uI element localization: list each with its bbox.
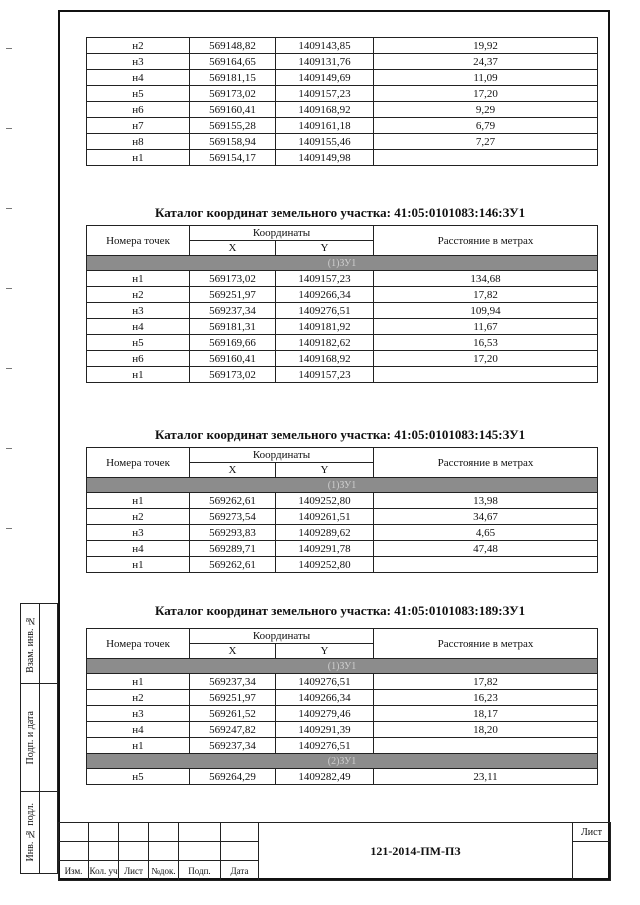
header-y: Y xyxy=(276,463,374,478)
header-x: X xyxy=(190,241,276,256)
y-cell: 1409252,80 xyxy=(276,493,374,509)
catalog-title-145: Каталог координат земельного участка: 41:05:0101083:145:ЗУ1 xyxy=(155,427,526,442)
y-cell: 1409266,34 xyxy=(276,690,374,706)
header-points: Номера точек xyxy=(87,226,190,256)
y-cell: 1409168,92 xyxy=(276,102,374,118)
table-row xyxy=(87,706,598,722)
header-y: Y xyxy=(276,644,374,659)
x-cell: 569237,34 xyxy=(190,303,276,319)
x-cell: 569173,02 xyxy=(190,367,276,383)
y-cell: 1409168,92 xyxy=(276,351,374,367)
distance-cell: 34,67 xyxy=(374,509,598,525)
title-block xyxy=(58,822,611,881)
point-cell: н3 xyxy=(87,525,190,541)
sheet-label: Лист xyxy=(573,823,611,842)
table-row xyxy=(87,54,598,70)
edge-mark xyxy=(6,448,12,449)
side-label-cell xyxy=(21,604,40,684)
y-cell: 1409157,23 xyxy=(276,367,374,383)
header-x: X xyxy=(190,644,276,659)
table-row xyxy=(87,118,598,134)
point-cell: н5 xyxy=(87,86,190,102)
header-coords: Координаты xyxy=(190,629,374,644)
side-label-vzam: Взам. инв. № xyxy=(24,614,36,673)
y-cell: 1409291,78 xyxy=(276,541,374,557)
distance-cell: 13,98 xyxy=(374,493,598,509)
x-cell: 569273,54 xyxy=(190,509,276,525)
x-cell: 569237,34 xyxy=(190,738,276,754)
point-cell: н2 xyxy=(87,287,190,303)
side-value-cell xyxy=(40,792,58,874)
table-row xyxy=(87,509,598,525)
x-cell: 569181,15 xyxy=(190,70,276,86)
header-distance: Расстояние в метрах xyxy=(374,226,598,256)
y-cell: 1409276,51 xyxy=(276,738,374,754)
table-row xyxy=(87,38,598,54)
x-cell: 569262,61 xyxy=(190,557,276,573)
point-cell: н1 xyxy=(87,150,190,166)
contour-band xyxy=(87,754,598,769)
stamp-cell xyxy=(89,823,119,842)
side-label-cell xyxy=(21,684,40,792)
side-label-inv: Инв. № подл. xyxy=(24,803,36,862)
x-cell: 569261,52 xyxy=(190,706,276,722)
stamp-kol: Кол. уч xyxy=(89,861,119,881)
edge-mark xyxy=(6,128,12,129)
header-points: Номера точек xyxy=(87,448,190,478)
point-cell: н8 xyxy=(87,134,190,150)
distance-cell: 17,20 xyxy=(374,351,598,367)
header-points: Номера точек xyxy=(87,629,190,659)
contour-label: (2)ЗУ1 xyxy=(327,756,357,767)
header-y: Y xyxy=(276,241,374,256)
y-cell: 1409157,23 xyxy=(276,271,374,287)
distance-cell: 7,27 xyxy=(374,134,598,150)
distance-cell xyxy=(374,367,598,383)
distance-cell: 16,53 xyxy=(374,335,598,351)
side-label-cell xyxy=(21,792,40,874)
distance-cell: 11,67 xyxy=(374,319,598,335)
stamp-cell xyxy=(119,842,149,861)
distance-cell xyxy=(374,150,598,166)
y-cell: 1409181,92 xyxy=(276,319,374,335)
distance-cell: 17,20 xyxy=(374,86,598,102)
header-coords: Координаты xyxy=(190,226,374,241)
distance-cell: 19,92 xyxy=(374,38,598,54)
point-cell: н3 xyxy=(87,54,190,70)
distance-cell: 47,48 xyxy=(374,541,598,557)
y-cell: 1409157,23 xyxy=(276,86,374,102)
coords-table-189 xyxy=(86,628,598,785)
distance-cell: 6,79 xyxy=(374,118,598,134)
y-cell: 1409291,39 xyxy=(276,722,374,738)
table-row xyxy=(87,271,598,287)
header-distance: Расстояние в метрах xyxy=(374,629,598,659)
table-row xyxy=(87,351,598,367)
x-cell: 569251,97 xyxy=(190,287,276,303)
stamp-list: Лист xyxy=(119,861,149,881)
x-cell: 569155,28 xyxy=(190,118,276,134)
distance-cell: 4,65 xyxy=(374,525,598,541)
point-cell: н2 xyxy=(87,690,190,706)
coords-table-145 xyxy=(86,447,598,573)
y-cell: 1409149,69 xyxy=(276,70,374,86)
table-row xyxy=(87,70,598,86)
table-row xyxy=(87,493,598,509)
stamp-cell xyxy=(179,823,221,842)
x-cell: 569264,29 xyxy=(190,769,276,785)
point-cell: н4 xyxy=(87,541,190,557)
table-row xyxy=(87,303,598,319)
side-value-cell xyxy=(40,684,58,792)
table-row xyxy=(87,541,598,557)
table-row xyxy=(87,525,598,541)
table-row xyxy=(87,722,598,738)
distance-cell: 109,94 xyxy=(374,303,598,319)
x-cell: 569173,02 xyxy=(190,86,276,102)
y-cell: 1409289,62 xyxy=(276,525,374,541)
edge-mark xyxy=(6,288,12,289)
header-distance: Расстояние в метрах xyxy=(374,448,598,478)
table-row xyxy=(87,674,598,690)
catalog-title-146: Каталог координат земельного участка: 41:05:0101083:146:ЗУ1 xyxy=(155,205,526,220)
y-cell: 1409161,18 xyxy=(276,118,374,134)
y-cell: 1409266,34 xyxy=(276,287,374,303)
edge-mark xyxy=(6,208,12,209)
y-cell: 1409276,51 xyxy=(276,303,374,319)
stamp-cell xyxy=(119,823,149,842)
distance-cell xyxy=(374,557,598,573)
stamp-podp: Подп. xyxy=(179,861,221,881)
point-cell: н3 xyxy=(87,303,190,319)
point-cell: н5 xyxy=(87,335,190,351)
coords-table-146 xyxy=(86,225,598,383)
distance-cell: 24,37 xyxy=(374,54,598,70)
y-cell: 1409155,46 xyxy=(276,134,374,150)
x-cell: 569293,83 xyxy=(190,525,276,541)
x-cell: 569169,66 xyxy=(190,335,276,351)
point-cell: н1 xyxy=(87,271,190,287)
table-row xyxy=(87,150,598,166)
y-cell: 1409261,51 xyxy=(276,509,374,525)
stamp-izm: Изм. xyxy=(59,861,89,881)
x-cell: 569237,34 xyxy=(190,674,276,690)
y-cell: 1409149,98 xyxy=(276,150,374,166)
distance-cell: 18,17 xyxy=(374,706,598,722)
y-cell: 1409143,85 xyxy=(276,38,374,54)
x-cell: 569148,82 xyxy=(190,38,276,54)
contour-label: (1)ЗУ1 xyxy=(327,480,357,491)
point-cell: н4 xyxy=(87,70,190,86)
table-row xyxy=(87,134,598,150)
stamp-cell xyxy=(149,823,179,842)
table-row xyxy=(87,335,598,351)
point-cell: н1 xyxy=(87,367,190,383)
table-row xyxy=(87,769,598,785)
distance-cell: 17,82 xyxy=(374,287,598,303)
distance-cell: 18,20 xyxy=(374,722,598,738)
distance-cell: 17,82 xyxy=(374,674,598,690)
table-row xyxy=(87,738,598,754)
side-label-podp: Подп. и дата xyxy=(24,710,36,765)
point-cell: н6 xyxy=(87,351,190,367)
point-cell: н3 xyxy=(87,706,190,722)
coords-table-1 xyxy=(86,37,598,166)
distance-cell: 16,23 xyxy=(374,690,598,706)
contour-band xyxy=(87,256,598,271)
table-row xyxy=(87,102,598,118)
contour-band xyxy=(87,659,598,674)
document-code-text: 121-2014-ПМ-ПЗ xyxy=(370,844,461,858)
x-cell: 569160,41 xyxy=(190,102,276,118)
point-cell: н7 xyxy=(87,118,190,134)
stamp-cell xyxy=(221,842,259,861)
edge-mark xyxy=(6,48,12,49)
y-cell: 1409279,46 xyxy=(276,706,374,722)
point-cell: н4 xyxy=(87,319,190,335)
table-row xyxy=(87,86,598,102)
table-row xyxy=(87,367,598,383)
distance-cell: 11,09 xyxy=(374,70,598,86)
stamp-cell xyxy=(59,823,89,842)
x-cell: 569154,17 xyxy=(190,150,276,166)
y-cell: 1409252,80 xyxy=(276,557,374,573)
y-cell: 1409276,51 xyxy=(276,674,374,690)
y-cell: 1409131,76 xyxy=(276,54,374,70)
x-cell: 569251,97 xyxy=(190,690,276,706)
stamp-cell xyxy=(59,842,89,861)
x-cell: 569289,71 xyxy=(190,541,276,557)
x-cell: 569247,82 xyxy=(190,722,276,738)
table-row xyxy=(87,319,598,335)
document-code xyxy=(259,823,573,881)
header-x: X xyxy=(190,463,276,478)
point-cell: н6 xyxy=(87,102,190,118)
point-cell: н4 xyxy=(87,722,190,738)
y-cell: 1409182,62 xyxy=(276,335,374,351)
stamp-cell xyxy=(89,842,119,861)
stamp-cell xyxy=(221,823,259,842)
x-cell: 569164,65 xyxy=(190,54,276,70)
x-cell: 569160,41 xyxy=(190,351,276,367)
stamp-ndok: №док. xyxy=(149,861,179,881)
distance-cell xyxy=(374,738,598,754)
stamp-data: Дата xyxy=(221,861,259,881)
table-row xyxy=(87,690,598,706)
point-cell: н1 xyxy=(87,493,190,509)
x-cell: 569181,31 xyxy=(190,319,276,335)
x-cell: 569173,02 xyxy=(190,271,276,287)
point-cell: н2 xyxy=(87,509,190,525)
header-coords: Координаты xyxy=(190,448,374,463)
distance-cell: 134,68 xyxy=(374,271,598,287)
distance-cell: 9,29 xyxy=(374,102,598,118)
x-cell: 569262,61 xyxy=(190,493,276,509)
y-cell: 1409282,49 xyxy=(276,769,374,785)
stamp-cell xyxy=(179,842,221,861)
edge-mark xyxy=(6,528,12,529)
side-binding-table xyxy=(20,603,58,874)
catalog-title-189: Каталог координат земельного участка: 41:05:0101083:189:ЗУ1 xyxy=(155,603,526,618)
point-cell: н2 xyxy=(87,38,190,54)
contour-label: (1)ЗУ1 xyxy=(327,258,357,269)
point-cell: н1 xyxy=(87,738,190,754)
distance-cell: 23,11 xyxy=(374,769,598,785)
x-cell: 569158,94 xyxy=(190,134,276,150)
sheet-number xyxy=(573,842,611,881)
table-row xyxy=(87,557,598,573)
contour-label: (1)ЗУ1 xyxy=(327,661,357,672)
side-value-cell xyxy=(40,604,58,684)
edge-mark xyxy=(6,368,12,369)
contour-band xyxy=(87,478,598,493)
table-row xyxy=(87,287,598,303)
point-cell: н1 xyxy=(87,674,190,690)
stamp-cell xyxy=(149,842,179,861)
point-cell: н1 xyxy=(87,557,190,573)
point-cell: н5 xyxy=(87,769,190,785)
